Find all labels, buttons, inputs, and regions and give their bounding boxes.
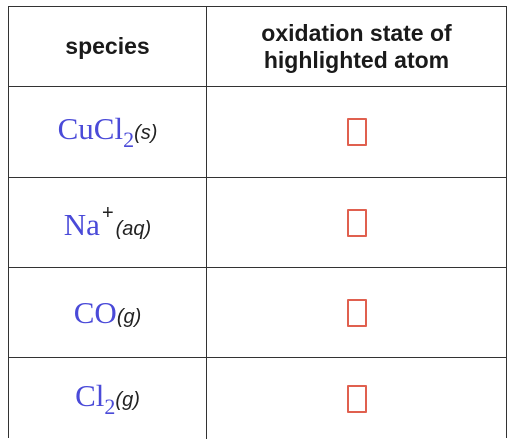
formula-text: CO (73, 294, 117, 330)
oxidation-state-table (8, 6, 507, 438)
header-oxidation-text (261, 20, 451, 74)
formula-text: Na (63, 207, 100, 242)
table-row (9, 268, 506, 358)
species-cell (9, 178, 207, 267)
formula-subscript: 2 (123, 127, 135, 152)
state-label: (g) (115, 388, 140, 411)
species-formula-na-ion (64, 202, 151, 243)
table-row (9, 87, 506, 178)
answer-cell (207, 87, 506, 177)
formula-text: CuCl (57, 111, 124, 146)
header-oxidation-line2: highlighted atom (263, 46, 450, 73)
species-cell (9, 358, 207, 439)
state-label: (aq) (115, 218, 152, 240)
header-species (9, 7, 207, 86)
species-formula-cucl2 (58, 111, 158, 153)
formula-text: Cl (75, 377, 105, 413)
species-formula-cl2 (75, 378, 140, 420)
answer-cell (207, 268, 506, 357)
oxidation-state-input-co[interactable] (347, 299, 367, 327)
oxidation-state-input-cl2[interactable] (347, 385, 367, 413)
answer-cell (207, 178, 506, 267)
header-oxidation-state (207, 7, 506, 86)
species-cell (9, 268, 207, 357)
state-label: (g) (116, 305, 142, 328)
header-species-label: species (65, 33, 150, 59)
formula-charge: + (101, 202, 114, 224)
oxidation-state-input-na[interactable] (347, 209, 367, 237)
oxidation-state-input-cucl2[interactable] (347, 118, 367, 146)
table-row (9, 178, 506, 268)
state-label: (s) (134, 122, 158, 144)
table-header-row (9, 7, 506, 87)
formula-subscript: 2 (104, 393, 116, 419)
species-formula-co (74, 295, 142, 331)
species-cell (9, 87, 207, 177)
answer-cell (207, 358, 506, 439)
header-oxidation-line1: oxidation state of (261, 19, 452, 46)
table-row (9, 358, 506, 439)
